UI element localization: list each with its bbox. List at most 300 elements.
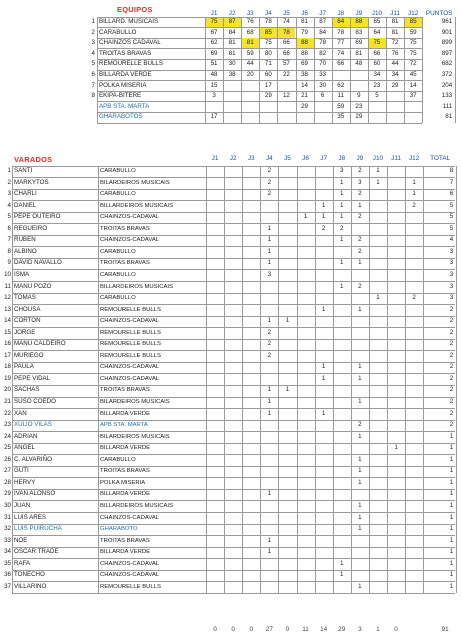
- equipos-score-cell: 70: [319, 60, 327, 68]
- varados-total-cell: 1: [449, 501, 454, 509]
- equipos-score-cell: 76: [246, 18, 254, 25]
- varados-total-cell: 1: [449, 548, 454, 556]
- equipos-score-cell: 81: [355, 49, 363, 57]
- varados-total-cell: 6: [449, 190, 454, 198]
- varados-title: VARADOS: [14, 155, 53, 164]
- equipos-score-cell: 83: [355, 28, 363, 36]
- varados-total-cell: 5: [449, 224, 454, 232]
- equipos-col-header: J5: [283, 10, 290, 17]
- equipos-score-cell: 87: [223, 17, 241, 27]
- varados-team-name: CHAINZOS-CADAVAL: [100, 375, 160, 382]
- equipos-points-cell: 682: [441, 60, 453, 68]
- varados-footer-total: 1: [376, 626, 380, 633]
- equipos-score-cell: 11: [337, 92, 344, 100]
- equipos-score-cell: [277, 102, 295, 112]
- equipos-team-name: BILLARD. MUSICAIS: [99, 18, 159, 25]
- varados-score-cell: 1: [340, 259, 344, 267]
- varados-total-cell: 3: [449, 294, 454, 302]
- equipos-score-cell: 72: [409, 60, 417, 68]
- equipos-score-cell: 77: [337, 39, 345, 47]
- varados-total-cell: 2: [449, 340, 454, 348]
- equipos-points-cell: 81: [445, 113, 453, 121]
- equipos-score-cell: 71: [264, 60, 272, 68]
- varados-player-name: XULIO VILAS: [14, 421, 52, 429]
- equipos-team-name: CHAINZOS CADAVAL: [99, 39, 161, 47]
- varados-score-cell: 2: [412, 201, 416, 209]
- equipos-score-cell: [386, 102, 404, 112]
- varados-team-name: TROITAS BRAVAS: [100, 225, 150, 232]
- equipos-score-cell: 33: [319, 71, 327, 78]
- varados-total-cell: 1: [449, 559, 454, 567]
- equipos-score-cell: 88: [350, 17, 368, 27]
- equipos-score-cell: 76: [391, 49, 399, 57]
- varados-score-cell: 1: [412, 190, 416, 198]
- varados-footer-total: 3: [358, 626, 362, 633]
- equipos-score-cell: 69: [355, 39, 363, 47]
- varados-team-name: TROITAS BRAVAS: [100, 468, 150, 475]
- varados-score-cell: 1: [358, 259, 362, 267]
- varados-score-cell: 1: [267, 386, 272, 394]
- varados-row-pos: 32: [4, 525, 11, 533]
- varados-row-pos: 36: [4, 571, 11, 579]
- equipos-score-cell: 59: [337, 102, 345, 110]
- grid-line: [297, 166, 298, 593]
- varados-score-cell: 1: [321, 213, 326, 221]
- varados-player-name: C. ALVARIÑO: [14, 455, 52, 463]
- varados-player-name: RUBEN: [14, 236, 36, 244]
- varados-footer-total: 0: [394, 626, 398, 633]
- grid-line: [205, 17, 206, 123]
- varados-score-cell: 1: [358, 525, 362, 533]
- equipos-score-cell: 78: [337, 28, 345, 36]
- equipos-score-cell: 12: [282, 92, 290, 100]
- equipos-row-pos: 1: [91, 18, 95, 25]
- equipos-score-cell: [223, 91, 241, 101]
- varados-row-pos: 23: [4, 421, 11, 429]
- varados-score-cell: 1: [358, 582, 362, 590]
- equipos-score-cell: [223, 112, 241, 122]
- varados-score-cell: 2: [358, 236, 362, 244]
- equipos-score-cell: 38: [301, 71, 308, 78]
- varados-team-name: CARABULLO: [100, 295, 136, 302]
- varados-score-cell: 1: [267, 247, 272, 255]
- varados-score-cell: 2: [267, 178, 272, 186]
- varados-total-cell: 2: [449, 328, 454, 336]
- varados-player-name: GUTI: [14, 467, 29, 475]
- varados-score-cell: 1: [303, 213, 308, 221]
- varados-team-name: CHAINZOS-CADAVAL: [100, 364, 160, 371]
- varados-total-cell: 2: [449, 305, 454, 313]
- grid-line: [242, 166, 243, 593]
- varados-score-cell: 1: [267, 536, 272, 544]
- varados-row-pos: 30: [4, 501, 11, 509]
- varados-col-header: J9: [356, 155, 364, 162]
- varados-total-cell: 1: [449, 536, 454, 544]
- grid-line: [314, 17, 315, 123]
- equipos-score-cell: 62: [210, 39, 218, 47]
- equipos-score-cell: [386, 112, 404, 122]
- varados-score-cell: 1: [267, 236, 272, 244]
- varados-score-cell: 1: [394, 444, 398, 452]
- equipos-team-name: CARABULLO: [99, 28, 137, 36]
- varados-row-pos: 17: [4, 351, 11, 359]
- equipos-col-header: J11: [390, 10, 400, 17]
- equipos-col-header: J2: [228, 10, 236, 17]
- varados-score-cell: 2: [358, 167, 362, 174]
- equipos-row-pos: 2: [91, 28, 95, 36]
- equipos-score-cell: 79: [301, 28, 308, 36]
- equipos-score-cell: 67: [210, 28, 218, 36]
- equipos-score-cell: 75: [264, 39, 272, 47]
- varados-team-name: CARABULLO: [100, 191, 136, 198]
- varados-score-cell: 1: [321, 305, 326, 313]
- equipos-score-cell: 75: [409, 39, 417, 47]
- varados-row-pos: 21: [4, 398, 11, 405]
- varados-total-cell: 3: [449, 282, 454, 290]
- varados-team-name: BILLARDEIROS MUSICAIS: [100, 502, 173, 509]
- varados-score-cell: 1: [340, 559, 344, 567]
- varados-player-name: ADRIAN: [14, 432, 38, 440]
- varados-footer-total: 0: [285, 626, 290, 633]
- varados-score-cell: 2: [340, 224, 344, 232]
- equipos-score-cell: 59: [409, 28, 417, 36]
- varados-row-pos: 16: [4, 340, 11, 348]
- varados-score-cell: 2: [412, 294, 416, 302]
- grid-line: [259, 17, 260, 123]
- equipos-score-cell: [205, 102, 223, 112]
- varados-row-pos: 12: [4, 294, 11, 302]
- varados-team-name: GHARABOTO: [100, 526, 138, 533]
- equipos-score-cell: 85: [259, 28, 277, 38]
- equipos-score-cell: [277, 81, 295, 91]
- varados-col-header: J7: [320, 155, 328, 162]
- varados-player-name: XAN: [14, 409, 27, 417]
- varados-total-cell: 3: [449, 259, 454, 267]
- varados-total-cell: 3: [449, 247, 454, 255]
- varados-player-name: TOMAS: [14, 294, 36, 302]
- varados-row-pos: 24: [4, 432, 11, 440]
- equipos-score-cell: 81: [241, 38, 259, 48]
- varados-player-name: ALBINO: [14, 247, 37, 255]
- equipos-score-cell: 68: [246, 28, 254, 36]
- equipos-score-cell: 85: [404, 17, 422, 27]
- varados-team-name: BILLARDEIROS MUSICAIS: [100, 283, 173, 290]
- equipos-col-header: J10: [371, 10, 383, 17]
- varados-player-name: IVAN ALONSO: [14, 490, 56, 498]
- varados-team-name: CARABULLO: [100, 168, 136, 174]
- equipos-col-header: J1: [210, 10, 218, 17]
- varados-score-cell: 2: [267, 190, 272, 198]
- equipos-score-cell: 72: [391, 39, 399, 47]
- equipos-score-cell: [368, 112, 386, 122]
- equipos-score-cell: 22: [282, 71, 290, 78]
- grid-line: [423, 166, 424, 593]
- grid-line: [223, 17, 224, 123]
- varados-player-name: TONECHO: [14, 571, 45, 579]
- varados-score-cell: 1: [267, 224, 272, 232]
- varados-score-cell: 2: [358, 213, 362, 221]
- varados-team-name: REMOURELLE BULLS: [100, 329, 161, 336]
- varados-score-cell: 1: [340, 201, 344, 209]
- varados-score-cell: 1: [358, 432, 362, 440]
- varados-footer-grand-total: 91: [441, 626, 449, 633]
- varados-col-header: J10: [372, 155, 384, 162]
- varados-score-cell: 1: [285, 317, 290, 325]
- varados-player-name: VILLARINO: [14, 582, 47, 590]
- varados-score-cell: 1: [340, 178, 344, 186]
- varados-player-name: NOE: [14, 536, 28, 544]
- varados-player-name: JUAN: [14, 501, 31, 509]
- equipos-score-cell: 57: [282, 60, 290, 68]
- equipos-score-cell: 45: [409, 71, 417, 78]
- equipos-team-name: POLKA MISERIA: [99, 81, 147, 89]
- equipos-score-cell: 60: [373, 60, 381, 68]
- equipos-row-pos: [86, 112, 95, 122]
- varados-total-cell: 5: [449, 213, 454, 221]
- equipos-score-cell: [241, 81, 259, 91]
- equipos-score-cell: 48: [355, 60, 363, 68]
- varados-player-name: SUSO COEDO: [14, 398, 56, 405]
- varados-score-cell: 1: [358, 513, 362, 521]
- equipos-score-cell: [223, 81, 241, 91]
- varados-score-cell: 1: [285, 386, 290, 394]
- varados-team-name: TROITAS BRAVAS: [100, 387, 150, 394]
- varados-team-name: CHAINZOS-CADAVAL: [100, 514, 160, 521]
- equipos-score-cell: 29: [391, 81, 399, 89]
- equipos-score-cell: [296, 112, 314, 122]
- equipos-score-cell: 51: [210, 60, 218, 68]
- equipos-score-cell: 81: [228, 49, 236, 57]
- varados-total-cell: 5: [449, 201, 454, 209]
- equipos-score-cell: 78: [277, 28, 295, 38]
- varados-score-cell: 2: [267, 328, 272, 336]
- varados-player-name: SACHAS: [14, 386, 40, 394]
- grid-line: [405, 166, 406, 593]
- equipos-score-cell: 81: [228, 39, 236, 47]
- varados-score-cell: 1: [340, 236, 344, 244]
- equipos-score-cell: 65: [373, 18, 381, 25]
- equipos-row-pos: 6: [91, 71, 95, 78]
- varados-row-pos: 1: [7, 167, 11, 174]
- grid-line: [97, 17, 98, 123]
- varados-player-name: LUIS ARES: [14, 513, 46, 521]
- varados-score-cell: 1: [267, 259, 272, 267]
- varados-player-name: OSCAR TRADE: [14, 548, 59, 556]
- varados-footer-total: 11: [302, 626, 309, 633]
- equipos-score-cell: 81: [391, 18, 399, 25]
- varados-row-pos: 28: [4, 478, 11, 486]
- varados-player-name: RAFA: [14, 559, 31, 567]
- grid-line: [12, 166, 455, 167]
- varados-row-pos: 19: [4, 374, 11, 382]
- equipos-score-cell: 69: [210, 49, 218, 57]
- grid-line: [277, 17, 278, 123]
- equipos-score-cell: 80: [264, 49, 272, 57]
- varados-footer-total: 0: [249, 626, 254, 633]
- equipos-score-cell: 66: [282, 49, 290, 57]
- varados-player-name: MANU POZO: [14, 282, 52, 290]
- varados-player-name: CHOUSA: [14, 305, 41, 313]
- varados-team-name: CHAINZOS-CADAVAL: [100, 572, 160, 579]
- varados-row-pos: 11: [4, 282, 11, 290]
- varados-score-cell: 2: [267, 340, 272, 348]
- equipos-score-cell: 38: [228, 71, 236, 78]
- varados-player-name: CORTON: [14, 317, 41, 325]
- equipos-score-cell: [314, 112, 332, 122]
- varados-row-pos: 7: [7, 236, 11, 244]
- varados-row-pos: 6: [7, 224, 11, 232]
- varados-footer-total: 0: [231, 626, 235, 633]
- varados-total-cell: 2: [449, 398, 454, 405]
- equipos-score-cell: 75: [205, 17, 223, 27]
- varados-score-cell: 1: [358, 455, 362, 463]
- varados-score-cell: 1: [267, 409, 272, 417]
- varados-team-name: POLKA MISERIA: [100, 479, 146, 486]
- varados-row-pos: 18: [4, 363, 11, 371]
- varados-total-cell: 1: [449, 467, 454, 475]
- varados-total-cell: 2: [449, 374, 454, 382]
- grid-line: [12, 593, 455, 594]
- equipos-score-cell: 81: [391, 28, 399, 36]
- varados-total-cell: 2: [449, 386, 454, 394]
- varados-footer-total: 0: [213, 626, 217, 633]
- varados-team-name: CARABULLO: [100, 271, 136, 278]
- grid-line: [350, 17, 351, 123]
- equipos-score-cell: [350, 81, 368, 91]
- varados-total-cell: 2: [449, 421, 454, 429]
- equipos-row-pos: 7: [91, 81, 95, 89]
- varados-player-name: DAVID NAVALLO: [14, 259, 62, 267]
- equipos-score-cell: [404, 112, 422, 122]
- grid-line: [224, 166, 225, 593]
- varados-score-cell: 2: [358, 247, 362, 255]
- equipos-score-cell: 30: [228, 60, 236, 68]
- varados-row-pos: 37: [4, 582, 11, 590]
- varados-score-cell: 2: [358, 282, 362, 290]
- equipos-score-cell: 14: [301, 81, 308, 89]
- varados-score-cell: 1: [358, 398, 362, 405]
- varados-team-name: TROITAS BRAVAS: [100, 260, 150, 267]
- grid-line: [422, 17, 423, 123]
- varados-row-pos: 4: [7, 201, 11, 209]
- equipos-team-name: REMOURELLE BULLS: [99, 60, 163, 68]
- varados-score-cell: 1: [358, 501, 362, 509]
- varados-score-cell: 1: [358, 467, 362, 475]
- equipos-score-cell: 21: [301, 92, 308, 100]
- equipos-score-cell: [314, 102, 332, 112]
- varados-team-name: CHAINZOS-CADAVAL: [100, 237, 160, 244]
- varados-player-name: SANTI: [14, 167, 33, 174]
- varados-team-name: BILLARDA VERDE: [100, 491, 151, 498]
- varados-score-cell: 1: [321, 409, 326, 417]
- equipos-score-cell: 59: [246, 49, 254, 57]
- equipos-row-pos: [86, 102, 95, 112]
- equipos-col-header: J12: [407, 10, 419, 17]
- varados-total-cell: 1: [449, 582, 454, 590]
- equipos-score-cell: 69: [301, 60, 308, 68]
- varados-score-cell: 1: [267, 398, 272, 405]
- grid-line: [278, 166, 279, 593]
- varados-col-header: J12: [408, 155, 420, 162]
- equipos-score-cell: [259, 112, 277, 122]
- varados-footer-total: 14: [320, 626, 328, 633]
- equipos-score-cell: 17: [210, 113, 218, 121]
- varados-team-name: BILLARDA VERDE: [100, 549, 151, 556]
- equipos-score-cell: [223, 102, 241, 112]
- varados-total-cell: 1: [449, 455, 454, 463]
- equipos-score-cell: 74: [282, 18, 290, 25]
- equipos-score-cell: 87: [319, 18, 327, 25]
- varados-player-name: MANU CALDEIRO: [14, 340, 66, 348]
- equipos-score-cell: 23: [373, 81, 381, 89]
- varados-total-cell: 1: [449, 513, 454, 521]
- grid-line: [404, 17, 405, 123]
- grid-line: [369, 166, 370, 593]
- equipos-score-cell: 84: [319, 28, 327, 36]
- equipos-score-cell: 29: [355, 113, 363, 121]
- varados-total-cell: 8: [449, 167, 454, 174]
- varados-score-cell: 1: [412, 178, 416, 186]
- varados-score-cell: 1: [376, 178, 380, 186]
- equipos-score-cell: 5: [375, 92, 379, 100]
- varados-team-name: BILARDEIROS MUSICAIS: [100, 433, 170, 440]
- varados-total-cell: 1: [449, 478, 454, 486]
- equipos-team-name: APB STA. MARTA: [99, 102, 150, 110]
- varados-total-cell: 2: [449, 317, 454, 325]
- equipos-score-cell: 44: [246, 60, 254, 68]
- varados-team-name: CHAINZOS-CADAVAL: [100, 214, 160, 221]
- varados-score-cell: 1: [340, 190, 344, 198]
- varados-player-name: DANIEL: [14, 201, 37, 209]
- varados-team-name: APB STA. MARTA: [100, 422, 148, 429]
- varados-row-pos: 27: [4, 467, 11, 475]
- equipos-score-cell: [241, 112, 259, 122]
- equipos-points-header: PUNTOS: [425, 10, 453, 17]
- grid-line: [98, 166, 99, 593]
- varados-total-cell: 4: [449, 236, 454, 244]
- varados-team-name: CARABULLO: [100, 248, 136, 255]
- equipos-points-cell: 897: [441, 49, 453, 57]
- grid-line: [368, 17, 369, 123]
- varados-col-header: J5: [284, 155, 291, 162]
- varados-score-cell: 1: [358, 201, 362, 209]
- varados-score-cell: 1: [267, 548, 272, 556]
- equipos-score-cell: 66: [282, 39, 290, 47]
- equipos-score-cell: 34: [391, 71, 399, 78]
- varados-row-pos: 10: [4, 270, 11, 278]
- equipos-score-cell: 88: [301, 49, 308, 57]
- varados-row-pos: 3: [7, 190, 11, 198]
- equipos-score-cell: 88: [296, 38, 314, 48]
- grid-line: [387, 166, 388, 593]
- varados-score-cell: 1: [340, 571, 344, 579]
- equipos-score-cell: [241, 102, 259, 112]
- equipos-title: EQUIPOS: [117, 5, 153, 14]
- equipos-score-cell: 34: [373, 71, 381, 78]
- varados-player-name: ISMA: [14, 270, 30, 278]
- varados-score-cell: 2: [267, 351, 272, 359]
- equipos-score-cell: 9: [357, 92, 361, 100]
- grid-line: [260, 166, 261, 593]
- equipos-row-pos: 5: [91, 60, 95, 68]
- varados-row-pos: 33: [4, 536, 11, 544]
- varados-score-cell: 1: [267, 317, 272, 325]
- varados-score-cell: 2: [358, 421, 362, 429]
- equipos-score-cell: 35: [337, 113, 345, 121]
- equipos-score-cell: [368, 102, 386, 112]
- equipos-score-cell: [386, 91, 404, 101]
- equipos-score-cell: 3: [212, 92, 216, 100]
